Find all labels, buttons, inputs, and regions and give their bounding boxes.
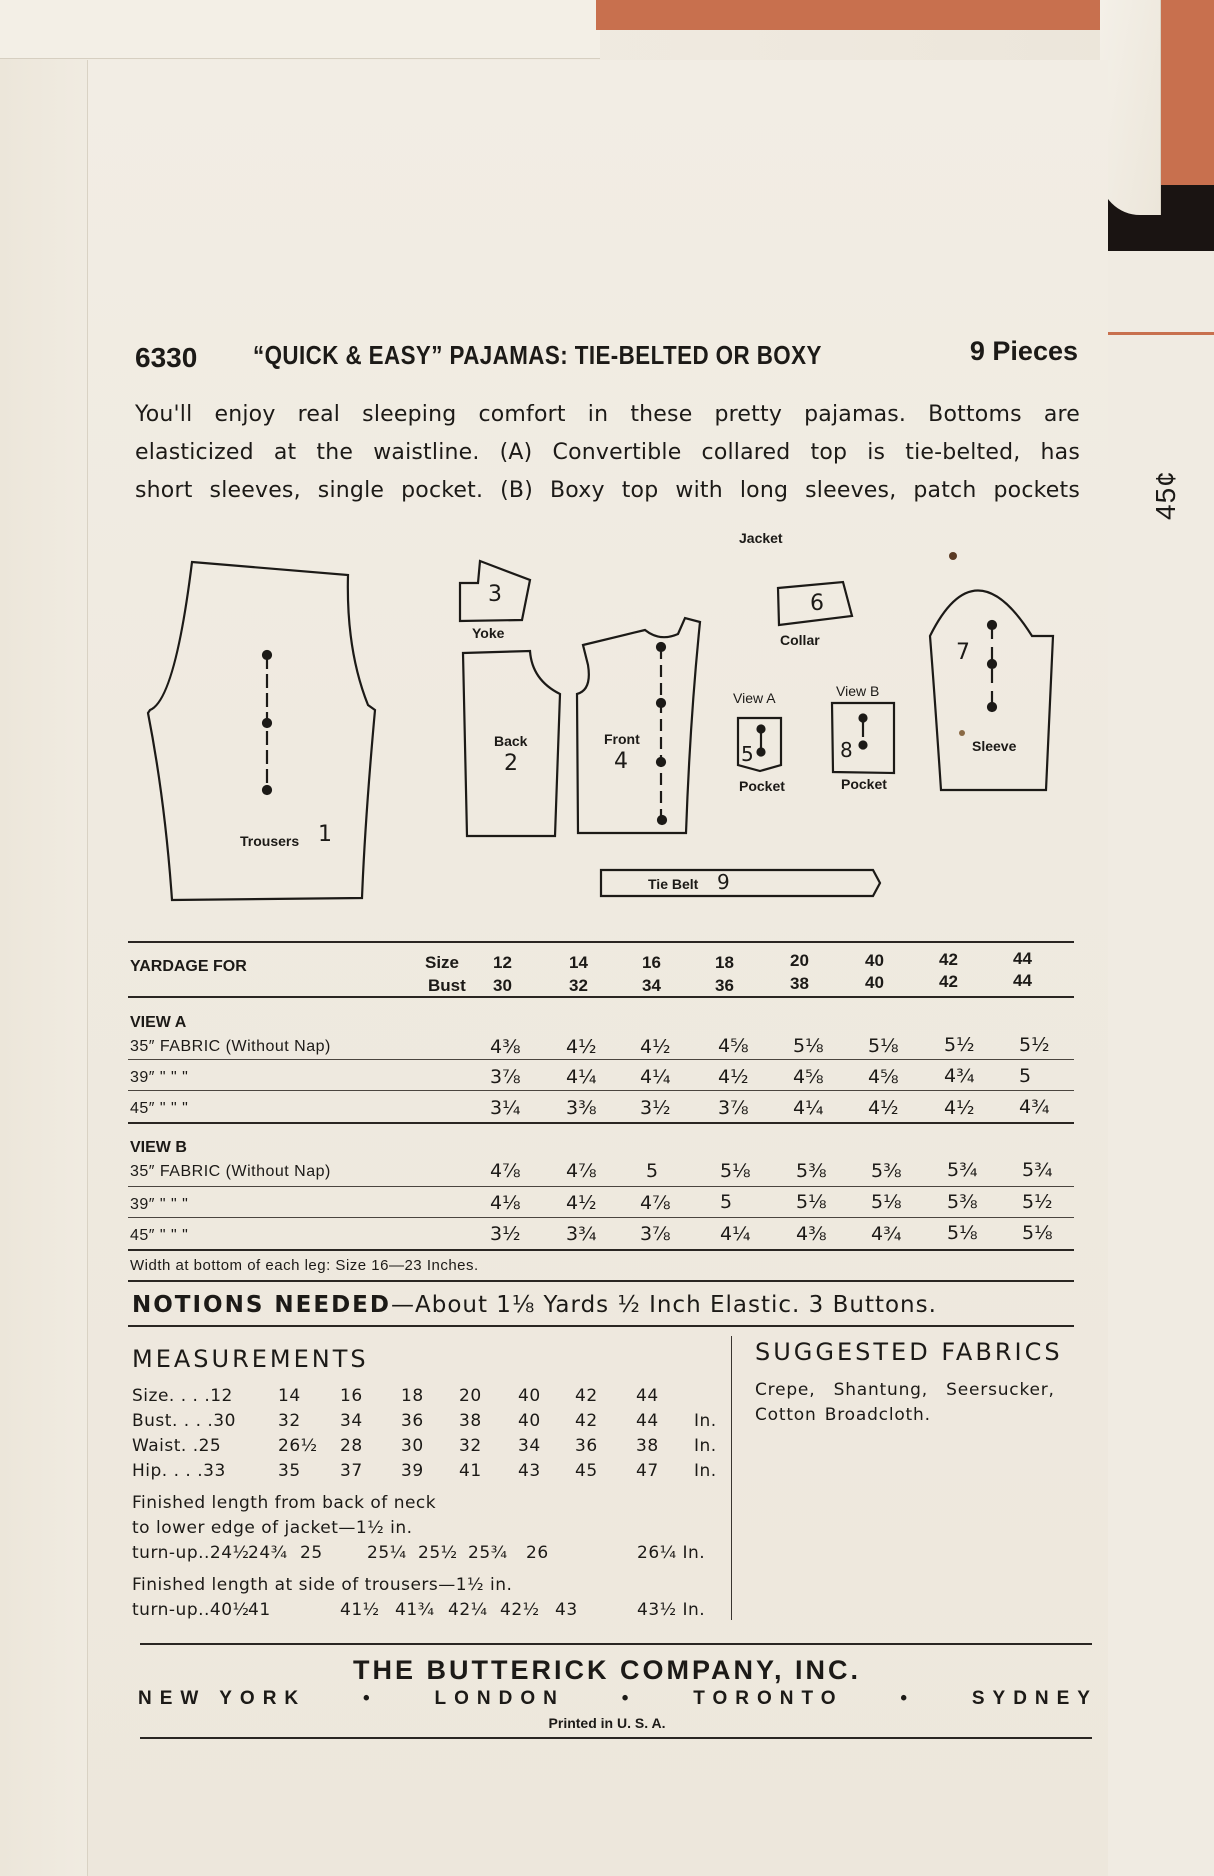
city-separator: •	[900, 1688, 915, 1709]
city: LONDON	[434, 1688, 565, 1709]
row-label: 39″ " " "	[130, 1069, 189, 1086]
fabrics-line: Cotton Broadcloth.	[755, 1405, 931, 1425]
tie-belt-number: 9	[717, 870, 730, 894]
cell: 5¾	[1022, 1159, 1053, 1181]
cell: 25	[300, 1543, 323, 1563]
cell: 4¼	[640, 1066, 671, 1088]
city: NEW YORK	[138, 1688, 307, 1709]
notions-heading: NOTIONS NEEDED	[132, 1292, 391, 1318]
cell: 5½	[944, 1034, 975, 1056]
row-label: Size. . . .12	[132, 1386, 233, 1406]
bust-col: 36	[715, 976, 734, 995]
row-label: 39″ " " "	[130, 1196, 189, 1213]
cell: 42¼	[448, 1600, 488, 1620]
cell: 5⅜	[947, 1191, 978, 1213]
suggested-fabrics-heading: SUGGESTED FABRICS	[755, 1338, 1063, 1366]
cell: 37	[340, 1461, 363, 1481]
city-separator: •	[363, 1688, 378, 1709]
pocket-b-label: Pocket	[841, 776, 887, 792]
row-label: Bust. . . .30	[132, 1411, 236, 1431]
city: SYDNEY	[971, 1688, 1098, 1709]
cell: 26	[526, 1543, 549, 1563]
cell: 36	[401, 1411, 424, 1431]
measurements-heading: MEASUREMENTS	[132, 1345, 369, 1373]
cell: 5	[1019, 1065, 1032, 1087]
cell: 4¼	[793, 1097, 824, 1119]
cell: 3⅞	[640, 1223, 671, 1245]
piece-count: 9 Pieces	[969, 336, 1078, 366]
bust-col: 30	[493, 976, 512, 995]
cell: 5⅛	[868, 1035, 899, 1057]
front-label: Front	[604, 731, 640, 747]
bust-col: 32	[569, 976, 588, 995]
cell: 41	[459, 1461, 482, 1481]
cell: 5⅛	[720, 1160, 751, 1182]
trousers-number: 1	[318, 822, 332, 847]
cell: 4⅝	[793, 1066, 824, 1088]
notions-needed	[132, 1292, 937, 1318]
front-number: 4	[614, 749, 628, 774]
cell: 4½	[640, 1036, 671, 1058]
divider	[128, 1325, 1074, 1327]
cell: 18	[401, 1386, 424, 1406]
tie-belt-label: Tie Belt	[648, 876, 699, 892]
cell: 16	[340, 1386, 363, 1406]
cell: 5⅜	[871, 1160, 902, 1182]
vertical-divider	[731, 1336, 732, 1620]
price-label: 45¢	[1150, 470, 1181, 520]
row-label: Waist. .25	[132, 1436, 222, 1456]
cell: 28	[340, 1436, 363, 1456]
cell: 30	[401, 1436, 424, 1456]
unit: In.	[694, 1461, 717, 1481]
cell: 39	[401, 1461, 424, 1481]
cell: 42	[575, 1386, 598, 1406]
cell: 43	[555, 1600, 578, 1620]
cell: 26¼ In.	[637, 1543, 706, 1563]
cell: 34	[518, 1436, 541, 1456]
piece-sleeve	[930, 591, 1053, 791]
cell: 24¾	[248, 1543, 288, 1563]
cell: 4¼	[720, 1223, 751, 1245]
back-number: 2	[504, 751, 518, 776]
cell: 4¾	[871, 1223, 902, 1245]
cell: 25¾	[468, 1543, 508, 1563]
divider	[128, 1249, 1074, 1251]
divider	[140, 1737, 1092, 1739]
divider	[128, 1217, 1074, 1218]
cell: 3½	[490, 1223, 521, 1245]
cell: 44	[636, 1411, 659, 1431]
cell: 25½	[418, 1543, 458, 1563]
cell: 40	[518, 1386, 541, 1406]
cell: 44	[636, 1386, 659, 1406]
cell: 43½ In.	[637, 1600, 706, 1620]
cell: 4½	[718, 1066, 749, 1088]
collar-number: 6	[810, 591, 824, 616]
cell: 43	[518, 1461, 541, 1481]
cell: 45	[575, 1461, 598, 1481]
row-label: Hip. . . .33	[132, 1461, 226, 1481]
cell: 5¾	[947, 1159, 978, 1181]
cell: 5	[646, 1160, 659, 1182]
pattern-title: “QUICK & EASY” PAJAMAS: TIE-BELTED OR BOXY	[253, 340, 822, 370]
size-col: 12	[493, 953, 512, 972]
pattern-pieces-diagram	[0, 0, 1214, 920]
piece-tie-belt	[601, 870, 880, 896]
cell: 4⅝	[718, 1035, 749, 1057]
fabrics-line: Crepe, Shantung, Seersucker,	[755, 1380, 1055, 1400]
jacket-group-label: Jacket	[739, 530, 783, 546]
cell: 4½	[868, 1097, 899, 1119]
divider	[128, 1059, 1074, 1060]
cell: 42½	[500, 1600, 540, 1620]
description-line: You'll enjoy real sleeping comfort in these pretty pajamas. Bottoms are	[135, 402, 1080, 427]
unit: In.	[694, 1436, 717, 1456]
cell: 4⅞	[566, 1160, 597, 1182]
cell: 32	[459, 1436, 482, 1456]
cell: 3⅜	[566, 1097, 597, 1119]
sleeve-label: Sleeve	[972, 738, 1017, 754]
bust-col: 42	[939, 972, 958, 991]
view-a-heading: VIEW A	[130, 1014, 187, 1031]
cell: 5⅛	[871, 1191, 902, 1213]
cell: 4⅜	[796, 1223, 827, 1245]
city-separator: •	[621, 1688, 637, 1709]
size-col: 18	[715, 953, 734, 972]
row-label: 45″ " " "	[130, 1227, 189, 1244]
cell: 4½	[566, 1036, 597, 1058]
cell: 4⅞	[490, 1160, 521, 1182]
city: TORONTO	[693, 1688, 844, 1709]
cell: 3⅞	[718, 1097, 749, 1119]
trouser-length-line: Finished length at side of trousers—1½ in.	[132, 1575, 513, 1595]
view-b-heading: VIEW B	[130, 1139, 187, 1156]
cell: 41	[248, 1600, 271, 1620]
row-label: 45″ " " "	[130, 1100, 189, 1117]
cell: 41¾	[395, 1600, 435, 1620]
piece-trousers	[148, 562, 375, 900]
cell: 4⅜	[490, 1036, 521, 1058]
row-label: 35″ FABRIC (Without Nap)	[130, 1163, 331, 1180]
back-label: Back	[494, 733, 528, 749]
cell: 5⅛	[1022, 1222, 1053, 1244]
yoke-number: 3	[488, 582, 502, 607]
pocket-a-number: 5	[741, 742, 754, 766]
size-label: Size	[425, 953, 460, 972]
bust-label: Bust	[428, 976, 466, 995]
row-label: 35″ FABRIC (Without Nap)	[130, 1038, 331, 1055]
cell: 32	[278, 1411, 301, 1431]
cell: 5⅛	[793, 1035, 824, 1057]
cell: 20	[459, 1386, 482, 1406]
bust-col: 38	[790, 974, 809, 993]
divider	[128, 941, 1074, 943]
cell: 3¼	[490, 1097, 521, 1119]
yardage-title: YARDAGE FOR	[130, 958, 247, 975]
yoke-label: Yoke	[472, 625, 505, 641]
cell: 4¼	[566, 1066, 597, 1088]
row-label: turn-up..40½	[132, 1600, 250, 1620]
size-col: 16	[642, 953, 661, 972]
pocket-b-number: 8	[840, 738, 853, 762]
cell: 4⅞	[640, 1192, 671, 1214]
bust-col: 34	[642, 976, 661, 995]
size-col: 20	[790, 951, 809, 970]
pocket-b-view-label: View B	[836, 683, 880, 699]
cell: 4½	[566, 1192, 597, 1214]
cell: 4¾	[944, 1065, 975, 1087]
pattern-number: 6330	[135, 342, 198, 373]
cell: 41½	[340, 1600, 380, 1620]
cell: 5½	[1022, 1191, 1053, 1213]
divider	[128, 996, 1074, 998]
bust-col: 44	[1013, 971, 1032, 990]
cell: 5⅜	[796, 1160, 827, 1182]
divider	[128, 1280, 1074, 1282]
cell: 5	[720, 1191, 733, 1213]
cell: 5½	[1019, 1034, 1050, 1056]
cell: 40	[518, 1411, 541, 1431]
cell: 4⅝	[868, 1066, 899, 1088]
size-col: 42	[939, 950, 958, 969]
company-cities	[138, 1688, 1098, 1710]
cell: 14	[278, 1386, 301, 1406]
cell: 38	[636, 1436, 659, 1456]
cell: 4⅛	[490, 1192, 521, 1214]
jacket-length-line: to lower edge of jacket—1½ in.	[132, 1518, 413, 1538]
divider	[128, 1122, 1074, 1124]
pocket-a-view-label: View A	[733, 690, 776, 706]
bust-col: 40	[865, 973, 884, 992]
divider	[140, 1643, 1092, 1645]
cell: 47	[636, 1461, 659, 1481]
cell: 3⅞	[490, 1066, 521, 1088]
jacket-length-line: Finished length from back of neck	[132, 1493, 437, 1513]
cell: 35	[278, 1461, 301, 1481]
cell: 5⅛	[796, 1191, 827, 1213]
cell: 34	[340, 1411, 363, 1431]
description-line: short sleeves, single pocket. (B) Boxy top with long sleeves, patch pockets	[135, 478, 1080, 503]
description-line: elasticized at the waistline. (A) Convertible collared top is tie-belted, has	[135, 440, 1080, 465]
cell: 42	[575, 1411, 598, 1431]
size-col: 14	[569, 953, 588, 972]
cell: 5⅛	[947, 1222, 978, 1244]
piece-front	[577, 618, 700, 833]
cell: 36	[575, 1436, 598, 1456]
size-col: 40	[865, 951, 884, 970]
pocket-a-label: Pocket	[739, 778, 785, 794]
notions-text: —About 1⅛ Yards ½ Inch Elastic. 3 Buttons.	[391, 1292, 937, 1318]
suggested-fabrics-list	[755, 1378, 1075, 1428]
leg-width-note: Width at bottom of each leg: Size 16—23 Inches.	[130, 1257, 479, 1274]
sleeve-number: 7	[956, 640, 970, 665]
cell: 3½	[640, 1097, 671, 1119]
printed-in: Printed in U. S. A.	[548, 1715, 666, 1731]
cell: 3¾	[566, 1223, 597, 1245]
row-label: turn-up..24½	[132, 1543, 250, 1563]
divider	[128, 1090, 1074, 1091]
trousers-label: Trousers	[240, 833, 300, 849]
unit: In.	[694, 1411, 717, 1431]
cell: 4½	[944, 1097, 975, 1119]
company-name: THE BUTTERICK COMPANY, INC.	[352, 1655, 861, 1685]
cell: 4¾	[1019, 1096, 1050, 1118]
collar-label: Collar	[780, 632, 820, 648]
cell: 38	[459, 1411, 482, 1431]
cell: 26½	[278, 1436, 318, 1456]
size-col: 44	[1013, 949, 1032, 968]
cell: 25¼	[367, 1543, 407, 1563]
divider	[128, 1186, 1074, 1187]
